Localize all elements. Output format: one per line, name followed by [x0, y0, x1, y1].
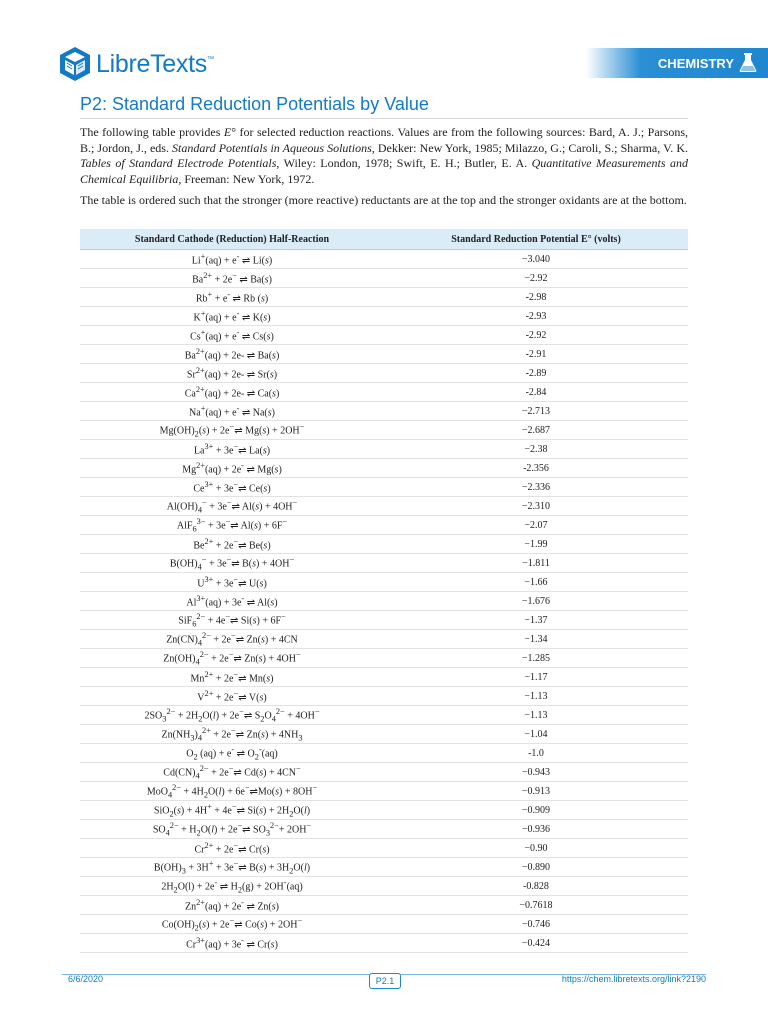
- table-row: [80, 763, 688, 782]
- reaction-cell: Li+(aq) + e- ⇌ Li(s): [80, 250, 384, 269]
- reaction-cell: $Cr^{3+}(aq) + 3e^-$ ⇌ Cr(s): [80, 934, 384, 953]
- reaction-cell: $B(OH)_4^-$ + 3e−⇌ B(s) + 4OH−: [80, 554, 384, 573]
- potential-cell: −0.909: [384, 801, 688, 820]
- reaction-cell: $Co(OH)_2(s)$ + 2e−⇌ Co(s) + 2OH−: [80, 915, 384, 934]
- reaction-cell: $Ba^{2+} + 2e^-$ ⇌ Ba(s): [80, 269, 384, 288]
- potential-cell: -1.0: [384, 744, 688, 763]
- reaction-cell: $Cr^{2+}$ + 2e−⇌ Cr(s): [80, 839, 384, 858]
- table-body: [80, 250, 688, 953]
- potential-cell: -2.92: [384, 326, 688, 345]
- potential-cell: -2.93: [384, 307, 688, 326]
- table-row: [80, 326, 688, 345]
- potential-cell: −0.890: [384, 858, 688, 877]
- potential-cell: −0.90: [384, 839, 688, 858]
- reaction-cell: $Mg^{2+}(aq) + 2e^-$ ⇌ Mg(s): [80, 459, 384, 478]
- potential-cell: −0.913: [384, 782, 688, 801]
- potential-cell: −0.7618: [384, 896, 688, 915]
- table-row: [80, 915, 688, 934]
- table-row: [80, 611, 688, 630]
- flask-icon: [738, 52, 758, 74]
- table-row: [80, 820, 688, 839]
- reaction-cell: $SO_4^{2-} + H_2O(l)$ + 2e−⇌ $SO_3^{2-}+ 2OH^-$: [80, 820, 384, 839]
- reaction-cell: $Zn(NH_3)_4^{2+}$ + 2e−⇌ $Zn(s) + 4NH_3$: [80, 725, 384, 744]
- potential-cell: −1.13: [384, 687, 688, 706]
- table-row: [80, 744, 688, 763]
- page-header: [0, 0, 768, 90]
- potential-cell: −3.040: [384, 250, 688, 269]
- subject-banner[interactable]: [586, 48, 768, 78]
- potential-cell: −1.99: [384, 535, 688, 554]
- reaction-cell: $O_2$ (aq) + e- ⇌ $O_2^-(aq)$: [80, 744, 384, 763]
- table-row: [80, 801, 688, 820]
- table-row: [80, 858, 688, 877]
- table-row: [80, 877, 688, 896]
- table-row: [80, 649, 688, 668]
- potential-cell: −2.336: [384, 478, 688, 497]
- reaction-cell: $Ce^{3+}$ + 3e−⇌ Ce(s): [80, 478, 384, 497]
- reaction-cell: $Zn(OH)_4^{2-}$ + 2e−⇌ Zn(s) + 4OH−: [80, 649, 384, 668]
- table-row: [80, 288, 688, 307]
- reaction-cell: $Ca^{2+}(aq) + 2e-$ ⇌ Ca(s): [80, 383, 384, 402]
- logo-text: LibreTexts: [96, 49, 207, 78]
- potential-cell: -2.89: [384, 364, 688, 383]
- reaction-cell: $Al^{3+}(aq) + 3e^-$ ⇌ Al(s): [80, 592, 384, 611]
- potential-cell: −1.37: [384, 611, 688, 630]
- table-header-row: [80, 229, 688, 250]
- reaction-cell: $Al(OH)_4^-$ + 3e−⇌ Al(s) + 4OH−: [80, 497, 384, 516]
- table-row: [80, 383, 688, 402]
- table-row: [80, 497, 688, 516]
- reduction-potentials-table: [80, 229, 688, 953]
- reaction-cell: $Cd(CN)_4^{2-}$ + 2e−⇌ Cd(s) + 4CN−: [80, 763, 384, 782]
- potential-cell: −2.310: [384, 497, 688, 516]
- potential-cell: −0.424: [384, 934, 688, 953]
- table-row: [80, 364, 688, 383]
- table-row: [80, 307, 688, 326]
- potential-cell: −2.713: [384, 402, 688, 421]
- table-row: [80, 478, 688, 497]
- table-row: [80, 421, 688, 440]
- reaction-cell: $2H_2O(l) + 2e^-$ ⇌ $H_2(g) + 2OH^-(aq)$: [80, 877, 384, 896]
- column-header-potential: Standard Reduction Potential E° (volts): [384, 229, 688, 250]
- reaction-cell: $2SO_3^{2-} + 2H_2O(l)$ + 2e−⇌ $S_2O_4^{2-} + 4OH^-$: [80, 706, 384, 725]
- reaction-cell: Na+(aq) + e- ⇌ Na(s): [80, 402, 384, 421]
- reaction-cell: $Zn(CN)_4^{2-}$ + 2e−⇌ Zn(s) + 4CN: [80, 630, 384, 649]
- table-row: [80, 782, 688, 801]
- page-title: P2: Standard Reduction Potentials by Value: [80, 94, 429, 114]
- table-row: [80, 630, 688, 649]
- potential-cell: −1.04: [384, 725, 688, 744]
- table-row: [80, 668, 688, 687]
- reaction-cell: $Mg(OH)_2(s)$ + 2e−⇌ Mg(s) + 2OH−: [80, 421, 384, 440]
- reaction-cell: SiO$_2$(s) + 4H+ + 4e−⇌ $Si(s) + 2H_2O(l)$: [80, 801, 384, 820]
- libretexts-logo[interactable]: [58, 44, 214, 84]
- table-row: [80, 725, 688, 744]
- table-row: [80, 345, 688, 364]
- table-row: [80, 554, 688, 573]
- footer-date: 6/6/2020: [68, 974, 104, 984]
- potential-cell: −1.285: [384, 649, 688, 668]
- potential-cell: −2.92: [384, 269, 688, 288]
- potential-cell: −1.811: [384, 554, 688, 573]
- potential-cell: -2.356: [384, 459, 688, 478]
- reaction-cell: $Sr^{2+}(aq) + 2e-$ ⇌ Sr(s): [80, 364, 384, 383]
- reaction-cell: $U^{3+}$ + 3e−⇌ U(s): [80, 573, 384, 592]
- potential-cell: −1.17: [384, 668, 688, 687]
- page-number-badge: P2.1: [369, 973, 401, 989]
- reaction-cell: $Zn^{2+}(aq) + 2e^-$ ⇌ Zn(s): [80, 896, 384, 915]
- footer-permalink[interactable]: https://chem.libretexts.org/link?2190: [561, 974, 706, 984]
- reaction-cell: Cs+(aq) + e- ⇌ Cs(s): [80, 326, 384, 345]
- table-row: [80, 269, 688, 288]
- ordering-paragraph: The table is ordered such that the stronger (more reactive) reductants are at the top and the stronger oxidants are at the bottom.: [80, 193, 687, 207]
- logo-trademark: ™: [206, 56, 214, 63]
- potential-cell: −1.676: [384, 592, 688, 611]
- table-row: [80, 896, 688, 915]
- table-row: [80, 250, 688, 269]
- potential-cell: −0.936: [384, 820, 688, 839]
- potential-cell: −1.34: [384, 630, 688, 649]
- potential-cell: −0.943: [384, 763, 688, 782]
- potential-cell: -2.84: [384, 383, 688, 402]
- table-row: [80, 592, 688, 611]
- reaction-cell: $V^{2+}$ + 2e−⇌ V(s): [80, 687, 384, 706]
- table-row: [80, 402, 688, 421]
- reaction-cell: $MoO_4^{2-} + 4H_2O(l)$ + 6e−⇌Mo(s) + 8OH−: [80, 782, 384, 801]
- potential-cell: -0.828: [384, 877, 688, 896]
- table-row: [80, 440, 688, 459]
- potential-cell: −0.746: [384, 915, 688, 934]
- reaction-cell: $La^{3+}$ + 3e−⇌ La(s): [80, 440, 384, 459]
- reaction-cell: Rb+ + e- ⇌ Rb (s): [80, 288, 384, 307]
- table-row: [80, 573, 688, 592]
- table-row: [80, 535, 688, 554]
- table-row: [80, 516, 688, 535]
- potential-cell: −2.07: [384, 516, 688, 535]
- potential-cell: −2.687: [384, 421, 688, 440]
- title-divider: [80, 118, 688, 119]
- potential-cell: −1.66: [384, 573, 688, 592]
- intro-paragraph: The following table provides E° for selected reduction reactions. Values are from the following sources: Bard, A. J.; Parsons, B.; Jordon, J., eds. Standard Potentials in Aqueous Solutions, Dekker: New York, 1985; Milazzo, G.; Caroli, S.; Sharma, V. K. Tables of Standard Electrode Potentials, Wiley: London, 1978; Swift, E. H.; Butler, E. A. Quantitative Measurements and Chemical Equilibria, Freeman: New York, 1972.: [80, 125, 688, 186]
- table-row: [80, 706, 688, 725]
- reaction-cell: K+(aq) + e- ⇌ K(s): [80, 307, 384, 326]
- reaction-cell: $Ba^{2+}(aq) + 2e-$ ⇌ Ba(s): [80, 345, 384, 364]
- potential-cell: -2.98: [384, 288, 688, 307]
- table-row: [80, 839, 688, 858]
- reaction-cell: SiF$_6^{2-}$ + 4e−⇌ Si(s) + 6F−: [80, 611, 384, 630]
- subject-label: CHEMISTRY: [657, 55, 734, 71]
- table-row: [80, 934, 688, 953]
- reaction-cell: $Be^{2+}$ + 2e−⇌ Be(s): [80, 535, 384, 554]
- reaction-cell: AlF$_6^{3-}$ + 3e−⇌ Al(s) + 6F−: [80, 516, 384, 535]
- table-row: [80, 687, 688, 706]
- potential-cell: −2.38: [384, 440, 688, 459]
- libretexts-cube-icon: [58, 46, 92, 82]
- potential-cell: -2.91: [384, 345, 688, 364]
- reaction-cell: $Mn^{2+}$ + 2e−⇌ Mn(s): [80, 668, 384, 687]
- reaction-cell: $B(OH)_3 + 3H^+$ + 3e−⇌ $B(s) + 3H_2O(l)$: [80, 858, 384, 877]
- table-row: [80, 459, 688, 478]
- column-header-reaction: Standard Cathode (Reduction) Half-Reaction: [80, 229, 384, 250]
- potential-cell: −1.13: [384, 706, 688, 725]
